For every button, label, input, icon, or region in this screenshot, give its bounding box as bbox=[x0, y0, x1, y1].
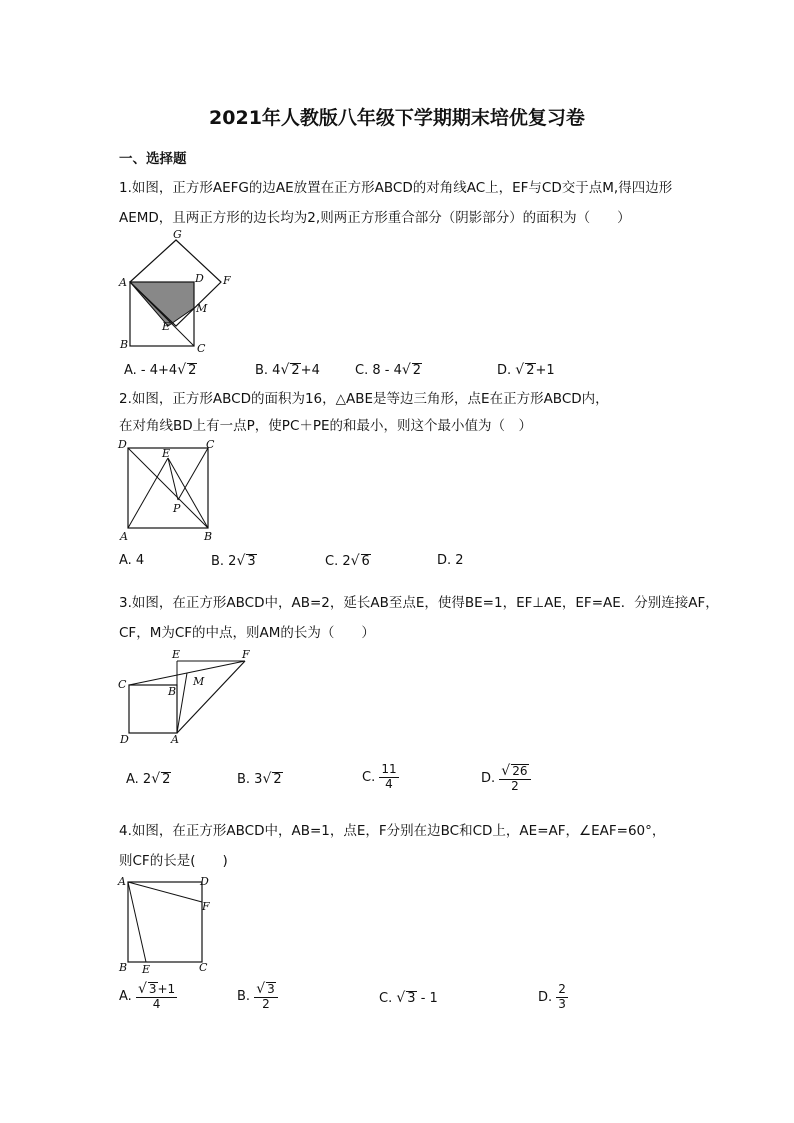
q2-label-b: B bbox=[204, 530, 213, 543]
q1-option-d[interactable]: D. √ 2+1 bbox=[497, 362, 555, 378]
q1-line-2: AEMD，且两正方形的边长均为2,则两正方形重合部分（阴影部分）的面积为（ ） bbox=[119, 210, 631, 226]
q3-label-f: F bbox=[242, 648, 250, 661]
q3-option-c[interactable]: C. $\frac{11}{4}$ bbox=[362, 762, 397, 791]
q3-option-d[interactable]: D. $\frac{√ 26}{2}$ bbox=[481, 763, 531, 794]
q2-option-d[interactable]: D. 2 bbox=[437, 553, 464, 568]
q3-label-m: M bbox=[193, 675, 205, 688]
q2-segment-be bbox=[168, 458, 208, 528]
q2-line-2: 在对角线BD上有一点P，使PC＋PE的和最小，则这个最小值为（ ） bbox=[119, 418, 533, 434]
q1-label-e: E bbox=[162, 320, 171, 333]
q4-label-b: B bbox=[119, 961, 128, 974]
q1-line-1: 1.如图，正方形AEFG的边AE放置在正方形ABCD的对角线AC上，EF与CD交于点M,得四边形 bbox=[119, 180, 673, 196]
q4-label-e: E bbox=[142, 963, 151, 976]
q2-option-c[interactable]: C. 2√ 6 bbox=[325, 553, 370, 569]
q3-label-a: A bbox=[171, 733, 179, 746]
q2-segment-pc bbox=[178, 448, 208, 500]
q4-label-d: D bbox=[200, 875, 209, 888]
q3-option-b[interactable]: B. 3√ 2 bbox=[237, 771, 282, 787]
q3-option-a[interactable]: A. 2√ 2 bbox=[126, 771, 171, 787]
q4-label-a: A bbox=[118, 875, 126, 888]
q1-label-f: F bbox=[223, 274, 231, 287]
q3-label-b: B bbox=[168, 685, 177, 698]
q2-line-1: 2.如图，正方形ABCD的面积为16，△ABE是等边三角形，点E在正方形ABCD内， bbox=[119, 391, 609, 407]
q2-option-b[interactable]: B. 2√ 3 bbox=[211, 553, 256, 569]
q3-figure bbox=[114, 645, 254, 747]
q4-line-2: 则CF的长是( ) bbox=[119, 853, 228, 869]
q1-label-m: M bbox=[196, 302, 208, 315]
q3-label-e: E bbox=[172, 648, 181, 661]
q2-label-a: A bbox=[120, 530, 128, 543]
q3-label-c: C bbox=[118, 678, 127, 691]
page-title: 2021年人教版八年级下学期期末培优复习卷 bbox=[209, 107, 585, 129]
section-heading: 一、选择题 bbox=[119, 151, 187, 167]
q3-line-2: CF，M为CF的中点，则AM的长为（ ） bbox=[119, 625, 375, 641]
q2-option-a[interactable]: A. 4 bbox=[119, 553, 145, 568]
q3-line-1: 3.如图，在正方形ABCD中，AB=2，延长AB至点E，使得BE=1，EF⊥AE，EF=AE．分别连接AF， bbox=[119, 595, 719, 611]
q2-figure bbox=[116, 436, 221, 544]
q1-figure bbox=[116, 226, 246, 356]
q4-label-f: F bbox=[202, 900, 210, 913]
q2-label-d: D bbox=[118, 438, 127, 451]
q4-option-d[interactable]: D. $\frac{2}{3}$ bbox=[538, 982, 566, 1011]
q4-line-1: 4.如图，在正方形ABCD中，AB=1，点E，F分别在边BC和CD上，AE=AF，∠EAF=60°， bbox=[119, 823, 666, 839]
q1-label-b: B bbox=[120, 338, 129, 351]
q1-label-a: A bbox=[119, 276, 127, 289]
q1-option-b[interactable]: B. 4√ 2+4 bbox=[255, 362, 320, 378]
q4-label-c: C bbox=[199, 961, 208, 974]
q4-segment-af bbox=[128, 882, 202, 902]
q4-segment-ae bbox=[128, 882, 146, 962]
q4-figure bbox=[116, 872, 220, 976]
q1-option-a[interactable]: A. - 4+4√ 2 bbox=[124, 362, 197, 378]
q3-segment-af bbox=[177, 661, 245, 733]
q1-label-c: C bbox=[197, 342, 206, 355]
q1-label-d: D bbox=[195, 272, 204, 285]
q4-option-c[interactable]: C. √ 3 - 1 bbox=[379, 990, 438, 1006]
q2-label-p: P bbox=[173, 502, 181, 515]
q4-option-a[interactable]: A. $\frac{√ 3+1}{4}$ bbox=[119, 981, 176, 1012]
q1-option-c[interactable]: C. 8 - 4√ 2 bbox=[355, 362, 422, 378]
q3-label-d: D bbox=[120, 733, 129, 746]
q4-square-abcd bbox=[128, 882, 202, 962]
q2-label-e: E bbox=[162, 447, 171, 460]
q4-option-b[interactable]: B. $\frac{√ 3}{2}$ bbox=[237, 981, 278, 1012]
q1-label-g: G bbox=[173, 228, 182, 241]
q2-label-c: C bbox=[206, 438, 215, 451]
